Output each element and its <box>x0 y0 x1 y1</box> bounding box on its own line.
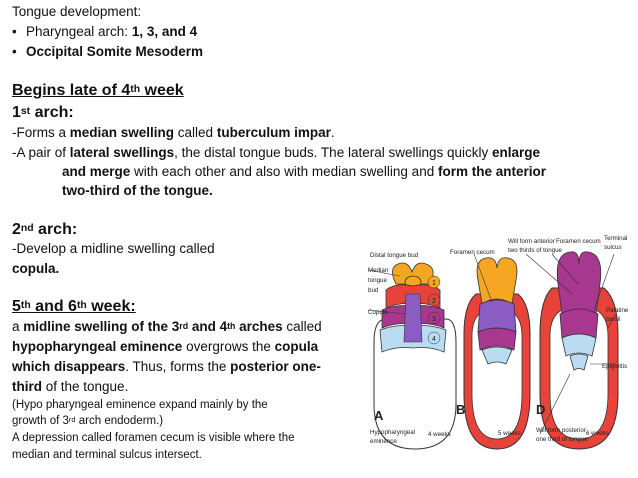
intro-title: Tongue development: <box>12 4 142 19</box>
label-tongue: tongue <box>368 277 387 284</box>
label-sulcus: sulcus <box>604 244 622 251</box>
label-will-form-anterior: Will form anterior <box>508 238 555 245</box>
panel-label-a: A <box>374 408 384 423</box>
week56-line4: third of the tongue. <box>12 379 129 394</box>
label-foramen-cecum-2: Foramen cecum <box>556 238 601 245</box>
arch-number-4: 4 <box>432 336 436 343</box>
label-epiglottis: Epiglottis <box>602 363 628 370</box>
bullet-mark: • <box>12 24 17 39</box>
arch2-line2: copula. <box>12 261 60 276</box>
panel-label-d: D <box>536 402 546 417</box>
label-palatine: Palatine <box>606 307 629 314</box>
arch2-line1: -Develop a midline swelling called <box>12 241 215 256</box>
bullet-pharyngeal-arch: • Pharyngeal arch: 1, 3, and 4 <box>12 24 198 39</box>
week56-line6: median and terminal sulcus intersect. <box>12 449 202 461</box>
bullet-occipital-somite: • Occipital Somite Mesoderm <box>12 44 204 59</box>
week56-line1: a midline swelling of the 3rd and 4th arches called <box>12 319 322 334</box>
week56-heading: 5th and 6th week: <box>12 298 136 315</box>
copula-shape <box>404 294 422 342</box>
label-tonsil: tonsil <box>606 316 621 323</box>
arch-number-1: 1 <box>432 280 436 287</box>
tongue-development-figure <box>346 224 630 462</box>
arch1-line1: -Forms a median swelling called tuberculum impar. <box>12 125 335 140</box>
week56-line5: A depression called foramen cecum is visible where the <box>12 432 295 444</box>
arch-number-3: 3 <box>432 316 436 323</box>
label-bud: bud <box>368 287 379 294</box>
bullet-mark: • <box>12 44 17 59</box>
arch1-line4: two-third of the tongue. <box>62 183 213 198</box>
arch1-heading: 1st arch: <box>12 104 74 121</box>
label-median: Median <box>368 267 389 274</box>
begins-heading: Begins late of 4th week <box>12 82 184 99</box>
label-6-weeks: 6 weeks <box>586 430 609 437</box>
arch2-heading: 2nd arch: <box>12 221 78 238</box>
label-two-thirds: two thirds of tongue <box>508 247 563 254</box>
week56-line2: hypopharyngeal eminence overgrows the copula <box>12 339 319 354</box>
panel-label-b: B <box>456 402 466 417</box>
panel-b-diagram <box>464 258 530 449</box>
label-distal-tongue-bud: Distal tongue bud <box>370 252 419 259</box>
label-copula: Copula <box>368 309 388 316</box>
label-hypopharyngeal: Hypopharyngeal <box>370 429 416 436</box>
week56-line3: which disappears. Thus, forms the posterior one- <box>12 359 321 374</box>
week56-note1: (Hypo pharyngeal eminence expand mainly by the <box>12 399 268 411</box>
label-terminal: Terminal <box>604 235 628 242</box>
label-one-third: one third of tongue <box>536 436 588 443</box>
week56-note2: growth of 3rd arch endoderm.) <box>12 415 164 427</box>
label-4-weeks: 4 weeks <box>428 431 451 438</box>
label-will-form-posterior: Will form posterior <box>536 427 586 434</box>
label-eminence: eminence <box>370 438 397 445</box>
label-foramen-cecum-1: Foramen cecum <box>450 249 495 256</box>
label-5-weeks: 5 weeks <box>498 430 521 437</box>
arch1-line3: and merge with each other and also with median swelling and form the anterior <box>62 164 546 179</box>
arch-number-2: 2 <box>432 298 436 305</box>
arch1-line2: -A pair of lateral swellings, the distal tongue buds. The lateral swellings quickly enlarge <box>12 145 541 160</box>
